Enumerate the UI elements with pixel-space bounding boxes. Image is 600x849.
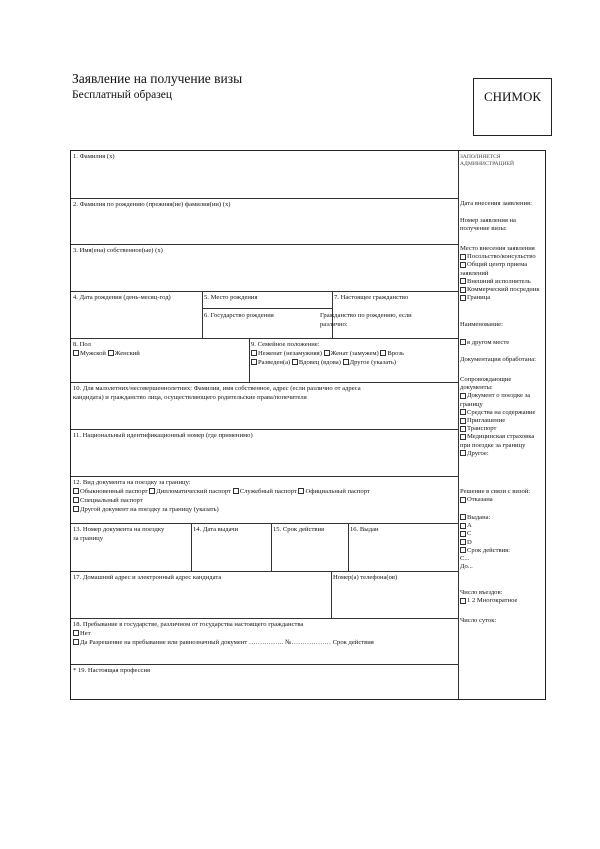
checkbox-ordinary-passport[interactable]: [73, 488, 79, 494]
field-travel-doc-number: [73, 526, 164, 544]
checkbox-service-passport[interactable]: [233, 488, 239, 494]
checkbox-separated[interactable]: [380, 350, 386, 356]
travel-doc-number-line2: за границу: [73, 534, 103, 542]
row-divider: [71, 382, 458, 383]
field-travel-doc-type: 12. Вид документа на поездку за границу:: [73, 479, 191, 486]
checkbox-entries[interactable]: [460, 598, 466, 604]
field-first-names: 3. Имя(ена) собственное(ые) (х): [73, 247, 163, 254]
cell-divider: [271, 523, 272, 571]
admin-entries: [460, 589, 517, 605]
marital-options-row1: [251, 350, 404, 359]
checkbox-official-passport[interactable]: [298, 488, 304, 494]
admin-header-line1: ЗАПОЛНЯЕТСЯ: [460, 154, 501, 160]
residence-option-yes: [73, 639, 374, 648]
nationality-note-line2: различно:: [320, 320, 348, 328]
admin-app-number-line1: Номер заявления на: [460, 217, 516, 224]
label-separated: Врозь: [387, 350, 404, 357]
checkbox-male[interactable]: [73, 350, 79, 356]
checkbox-type-d[interactable]: [460, 539, 466, 545]
checkbox-doc-insurance[interactable]: [460, 434, 466, 440]
row-divider: [71, 291, 458, 292]
row-divider: [71, 338, 458, 339]
photo-label: СНИМОК: [483, 89, 542, 104]
page-subtitle: Бесплатный образец: [72, 89, 172, 101]
admin-other-place: [460, 339, 509, 347]
photo-box: [473, 78, 552, 136]
label-doc-means: Средства на содержание: [467, 408, 536, 416]
row-divider: [71, 618, 458, 619]
travel-doc-number-line1: 13. Номер документа на поездку: [73, 526, 165, 533]
cell-divider: [348, 523, 349, 571]
label-embassy: Посольство/консульство: [467, 253, 536, 261]
cell-divider: [202, 291, 203, 338]
entries-options: 1 2 Многократное: [467, 597, 518, 605]
field-home-address: 17. Домашний адрес и электронный адрес кандидата: [73, 574, 222, 581]
checkbox-doc-travel[interactable]: [460, 393, 466, 399]
travel-doc-options-row1: [73, 488, 370, 497]
field-sex: 8. Пол: [73, 341, 91, 348]
label-commercial-intermediary: Коммерческий посредник: [467, 286, 540, 294]
admin-supporting-docs: [460, 376, 535, 458]
checkbox-doc-invitation[interactable]: [460, 418, 466, 424]
label-doc-insurance-2: при поездке за границу: [460, 441, 526, 449]
checkbox-diplomatic-passport[interactable]: [149, 488, 155, 494]
label-common-center-2: заявлений: [460, 269, 489, 277]
checkbox-doc-transport[interactable]: [460, 426, 466, 432]
label-type-c: C: [467, 530, 472, 538]
label-residence-no: Нет: [80, 630, 91, 637]
label-type-a: A: [467, 522, 472, 530]
label-doc-travel-2: границу: [460, 400, 483, 408]
admin-name-label: Наименование:: [460, 321, 503, 328]
checkbox-external-provider[interactable]: [460, 278, 466, 284]
field-birth-country: 6. Государство рождения: [204, 312, 274, 319]
admin-decision: [460, 488, 530, 504]
checkbox-refused[interactable]: [460, 497, 466, 503]
admin-header-line2: АДМИНИСТРАЦИЕЙ: [460, 161, 515, 167]
checkbox-residence-yes[interactable]: [73, 639, 79, 645]
checkbox-doc-other[interactable]: [460, 450, 466, 456]
checkbox-type-a[interactable]: [460, 523, 466, 529]
checkbox-married[interactable]: [324, 350, 330, 356]
label-validity-to: До...: [460, 563, 473, 571]
field-birth-place: 5. Место рождения: [204, 294, 258, 301]
admin-header: [460, 154, 514, 168]
row-divider: [71, 244, 458, 245]
label-issued: Выдана:: [467, 514, 491, 521]
admin-date-submitted: Дата внесения заявления:: [460, 200, 532, 207]
checkbox-divorced[interactable]: [251, 359, 257, 365]
checkbox-widowed[interactable]: [292, 359, 298, 365]
residence-option-no: [73, 630, 91, 639]
label-common-center-1: Общий центр приема: [467, 261, 528, 269]
field-birth-date: 4. Дата рождения (день-месяц-год): [73, 294, 171, 301]
label-service-passport: Служебный паспорт: [239, 488, 297, 495]
checkbox-other-travel-doc[interactable]: [73, 506, 79, 512]
checkbox-residence-no[interactable]: [73, 630, 79, 636]
travel-doc-options-row3: [73, 506, 219, 515]
label-doc-insurance-1: Медицинская страховка: [467, 433, 535, 441]
label-married: Женат (замужем): [330, 350, 379, 357]
label-residence-yes: Да Разрешение на пребывание или равнозначный документ ……………. №……………… Срок действия: [80, 639, 374, 646]
admin-application-number: [460, 217, 516, 233]
cell-divider: [191, 523, 192, 571]
supporting-label-2: документы:: [460, 384, 493, 392]
field-valid-until: 15. Срок действия: [273, 526, 325, 533]
label-widowed: Вдовец (вдова): [298, 359, 341, 366]
label-diplomatic-passport: Дипломатический паспорт: [156, 488, 232, 495]
checkbox-single[interactable]: [251, 350, 257, 356]
travel-doc-options-row2: [73, 497, 143, 506]
field-occupation: * 19. Настоящая профессия: [73, 667, 151, 674]
label-other-travel-doc: Другой документ на поездку за границу (указать): [80, 506, 219, 513]
label-divorced: Разведен(а): [258, 359, 291, 366]
label-validity-from: С...: [460, 555, 470, 563]
row-divider: [71, 664, 458, 665]
field-minor-guardian-line2: кандидата) и гражданство лица, осуществляющего родительские права/попечителя: [73, 394, 307, 401]
label-doc-transport: Транспорт: [467, 425, 497, 433]
label-male: Мужской: [80, 350, 106, 357]
field-nationality-note: [320, 312, 412, 330]
checkbox-issued[interactable]: [460, 514, 466, 520]
supporting-label-1: Сопровождающие: [460, 376, 512, 383]
nationality-note-line1: Гражданство по рождению, если: [320, 312, 412, 319]
checkbox-other-marital[interactable]: [343, 359, 349, 365]
admin-days: Число суток:: [460, 617, 497, 624]
label-other-marital: Другое (указать): [349, 359, 397, 366]
label-female: Женский: [114, 350, 140, 357]
label-doc-travel-1: Документ о поездке за: [467, 392, 531, 400]
field-minor-guardian-line1: 10. Для малолетних/несовершеннолетних: Фамилия, имя собственное, адрес (если различно от адреса: [73, 385, 361, 392]
admin-app-number-line2: получение визы:: [460, 225, 507, 233]
field-surname: 1. Фамилия (х): [73, 153, 115, 160]
cell-divider: [202, 308, 332, 309]
row-divider: [71, 198, 458, 199]
application-form: [70, 150, 546, 700]
label-other-place: в другом месте: [467, 339, 510, 346]
checkbox-common-center[interactable]: [460, 262, 466, 268]
admin-divider: [458, 151, 459, 699]
field-issue-date: 14. Дата выдачи: [193, 526, 239, 533]
admin-place-submitted: [460, 245, 540, 302]
field-national-id: 11. Национальный идентификационный номер (где применимо): [73, 432, 253, 439]
checkbox-embassy[interactable]: [460, 254, 466, 260]
field-marital: 9. Семейное положение:: [251, 341, 320, 348]
checkbox-type-c[interactable]: [460, 531, 466, 537]
label-single: Неженат (незамужняя): [258, 350, 322, 357]
checkbox-other-place[interactable]: [460, 339, 466, 345]
row-divider: [71, 476, 458, 477]
checkbox-border[interactable]: [460, 295, 466, 301]
checkbox-doc-means[interactable]: [460, 409, 466, 415]
row-divider: [71, 429, 458, 430]
label-external-provider: Внешний исполнитель: [467, 277, 531, 285]
label-official-passport: Официальный паспорт: [305, 488, 370, 495]
field-issued-by: 16. Выдан: [350, 526, 379, 533]
label-border: Граница: [467, 294, 491, 302]
row-divider: [71, 523, 458, 524]
label-validity: Срок действия:: [467, 546, 510, 554]
label-doc-invitation: Приглашение: [467, 417, 506, 425]
row-divider: [71, 571, 458, 572]
admin-issued: [460, 514, 510, 571]
label-ordinary-passport: Обыкновенный паспорт: [80, 488, 148, 495]
checkbox-special-passport[interactable]: [73, 497, 79, 503]
admin-processed-by: Документация обработана:: [460, 356, 536, 363]
label-doc-other: Другое:: [467, 449, 489, 457]
label-refused: Отказана: [467, 496, 493, 504]
field-birth-surname: 2. Фамилия по рождению (прежняя(ие) фамилия(ии) (х): [73, 201, 231, 208]
decision-label: Решение в связи с визой:: [460, 488, 531, 495]
checkbox-commercial-intermediary[interactable]: [460, 287, 466, 293]
page-title: Заявление на получение визы: [72, 71, 243, 86]
marital-options-row2: [251, 359, 396, 368]
cell-divider: [331, 571, 332, 618]
label-special-passport: Специальный паспорт: [80, 497, 143, 504]
checkbox-female[interactable]: [108, 350, 114, 356]
cell-divider: [249, 338, 250, 382]
sex-options: [73, 350, 140, 359]
label-type-d: D: [467, 538, 472, 546]
admin-place-label: Место внесения заявления: [460, 245, 535, 252]
field-nationality: 7. Настоящее гражданство: [334, 294, 409, 301]
field-phone: Номер(а) телефона(ов): [333, 574, 398, 581]
entries-label: Число въездов:: [460, 589, 503, 596]
checkbox-validity[interactable]: [460, 547, 466, 553]
field-residence-other-country: 18. Пребывание в государстве, различном от государства настоящего гражданства: [73, 621, 304, 628]
